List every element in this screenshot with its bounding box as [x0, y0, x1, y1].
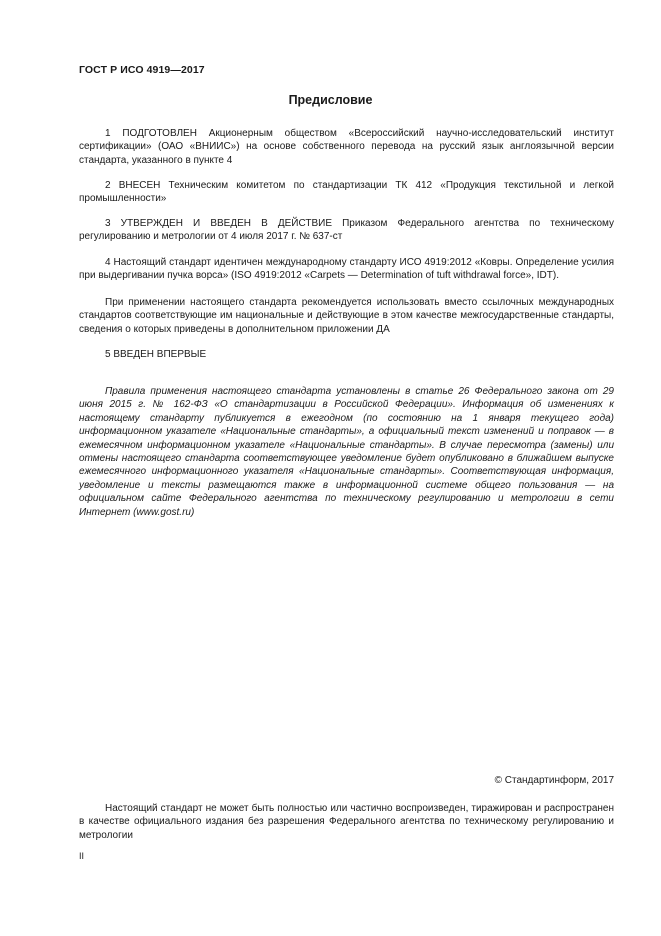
foreword-item-2	[79, 179, 614, 206]
foreword-item-5-text: 5 ВВЕДЕН ВПЕРВЫЕ	[105, 349, 207, 360]
standard-code: ГОСТ Р ИСО 4919—2017	[79, 64, 205, 76]
page-title: Предисловие	[288, 93, 373, 107]
foreword-item-1	[79, 127, 614, 167]
rights-statement	[79, 802, 614, 842]
foreword-item-4-note-text: При применении настоящего стандарта рекомендуется использовать вместо ссылочных международных стандартов соответствующие им национальные и действующие в этом качестве межгосударственные стандарты, сведения о которых приведены в дополнительном приложении ДА	[79, 297, 614, 335]
foreword-item-1-text: 1 ПОДГОТОВЛЕН Акционерным обществом «Всероссийский научно-исследовательский институт сертификации» (ОАО «ВНИИС») на основе собственного перевода на русский язык англоязычной версии стандарта, указанного в пункте 4	[79, 128, 614, 166]
rights-statement-text: Настоящий стандарт не может быть полностью или частично воспроизведен, тиражирован и распространен в качестве официального издания без разрешения Федерального агентства по техническому регулированию и метрологии	[79, 803, 614, 841]
foreword-item-3-text: 3 УТВЕРЖДЕН И ВВЕДЕН В ДЕЙСТВИЕ Приказом Федерального агентства по техническому регулированию и метрологии от 4 июля 2017 г. № 637-ст	[79, 218, 614, 243]
copyright: © Стандартинформ, 2017	[494, 775, 614, 786]
foreword-item-4-text: 4 Настоящий стандарт идентичен международному стандарту ИСО 4919:2012 «Ковры. Определение усилия при выдергивании пучка ворса» (ISO 4919:2012 «Carpets — Determination of tuft withdrawal force», IDT).	[79, 257, 614, 282]
foreword-item-5	[79, 348, 614, 361]
application-rules-notice	[79, 385, 614, 519]
foreword-item-4	[79, 256, 614, 283]
page-number: II	[79, 851, 85, 861]
application-rules-text: Правила применения настоящего стандарта установлены в статье 26 Федерального закона от 29 июня 2015 г. № 162-ФЗ «О стандартизации в Российской Федерации». Информация об изменениях к настоящему стандарту публикуется в ежегодном (по состоянию на 1 января текущего года) информационном указателе «Национальные стандарты», а официальный текст изменений и поправок — в ежемесячном информационном указателе «Национальные стандарты». В случае пересмотра (замены) или отмены настоящего стандарта соответствующее уведомление будет опубликовано в ближайшем выпуске ежемесячного информационного указателя «Национальные стандарты». Соответствующая информация, уведомление и тексты размещаются также в информационной системе общего пользования — на официальном сайте Федерального агентства по техническому регулированию и метрологии в сети Интернет (www.gost.ru)	[79, 386, 614, 518]
foreword-item-4-note	[79, 296, 614, 336]
foreword-item-3	[79, 217, 614, 244]
foreword-item-2-text: 2 ВНЕСЕН Техническим комитетом по стандартизации ТК 412 «Продукция текстильной и легкой промышленности»	[79, 180, 614, 205]
